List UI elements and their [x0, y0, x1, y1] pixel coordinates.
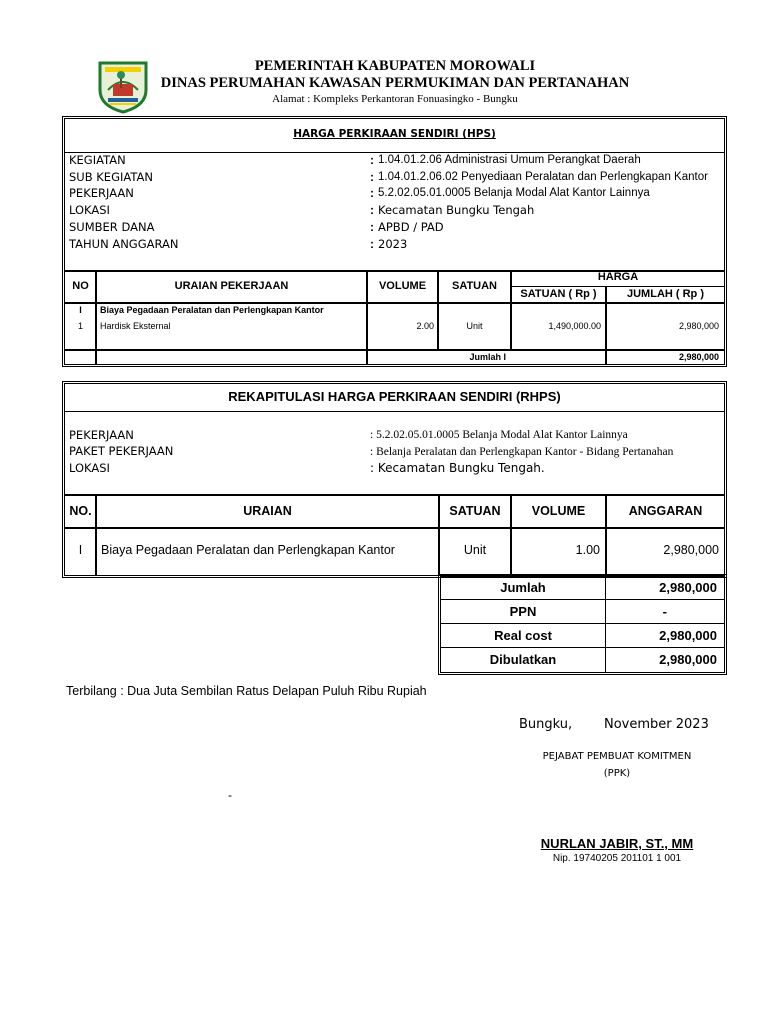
- rhps-row-uraian: Biaya Pegadaan Peralatan dan Perlengkapan Kantor: [101, 543, 395, 557]
- totals-label: Dibulatkan: [489, 652, 557, 667]
- hps-info-label: KEGIATAN: [69, 153, 126, 167]
- hps-info-sep: :: [370, 237, 374, 251]
- hps-col-harga-satuan: SATUAN ( Rp ): [520, 288, 597, 300]
- hps-col-volume: VOLUME: [378, 280, 427, 292]
- rhps-row-satuan: Unit: [463, 543, 487, 557]
- rhps-row-volume: 1.00: [575, 543, 600, 557]
- hps-info-label: SUB KEGIATAN: [69, 170, 153, 184]
- signatory-nip: Nip. 19740205 201101 1 001: [552, 853, 682, 864]
- row-no: 1: [77, 321, 83, 331]
- hps-info-sep: :: [370, 153, 374, 167]
- rhps-row-no: I: [78, 543, 83, 557]
- sign-role: PEJABAT PEMBUAT KOMITMEN: [542, 751, 692, 762]
- rhps-info-value: : 5.2.02.05.01.0005 Belanja Modal Alat Kantor Lainnya: [370, 429, 628, 441]
- totals-value: -: [662, 604, 667, 619]
- hps-info-value: 1.04.01.2.06.02 Penyediaan Peralatan dan Perlengkapan Kantor: [378, 171, 708, 183]
- hps-group-name: Biaya Pegadaan Peralatan dan Perlengkapan Kantor: [100, 305, 324, 315]
- rhps-info-value: : Kecamatan Bungku Tengah.: [370, 461, 545, 475]
- hps-subtotal-label: Jumlah I: [469, 352, 506, 362]
- sign-date: November 2023: [604, 717, 709, 732]
- agency-address: Alamat : Kompleks Perkantoran Fonuasingko - Bungku: [272, 93, 518, 105]
- amount-in-words: Terbilang : Dua Juta Sembilan Ratus Delapan Puluh Ribu Rupiah: [66, 684, 427, 698]
- row-total: 2,980,000: [678, 321, 719, 331]
- signatory-name: NURLAN JABIR, ST., MM: [540, 836, 694, 851]
- sign-place: Bungku,: [519, 717, 573, 732]
- hps-info-label: LOKASI: [69, 203, 110, 217]
- hps-info-sep: :: [370, 220, 374, 234]
- hps-col-no: NO: [72, 280, 89, 292]
- sign-role-abbr: (PPK): [603, 768, 631, 779]
- rhps-info-label: PEKERJAAN: [69, 428, 134, 442]
- hps-info-label: TAHUN ANGGARAN: [69, 237, 179, 251]
- rhps-col-volume: VOLUME: [531, 504, 586, 518]
- totals-value: 2,980,000: [659, 580, 717, 595]
- hps-info-label: PEKERJAAN: [69, 186, 134, 200]
- agency-name: DINAS PERUMAHAN KAWASAN PERMUKIMAN DAN PERTANAHAN: [160, 75, 630, 91]
- totals-label: Real cost: [494, 628, 552, 643]
- totals-label: Jumlah: [500, 580, 546, 595]
- rhps-title: REKAPITULASI HARGA PERKIRAAN SENDIRI (RHPS): [228, 389, 561, 404]
- hps-info-sep: :: [370, 186, 374, 200]
- rhps-row-anggaran: 2,980,000: [663, 543, 719, 557]
- rhps-info-value: : Belanja Peralatan dan Perlengkapan Kantor - Bidang Pertanahan: [370, 446, 674, 458]
- rhps-info-label: PAKET PEKERJAAN: [69, 444, 174, 458]
- hps-info-sep: :: [370, 203, 374, 217]
- hps-col-harga-jumlah: JUMLAH ( Rp ): [627, 288, 704, 300]
- hps-info-value: 2023: [378, 237, 408, 251]
- hps-info-value: 5.2.02.05.01.0005 Belanja Modal Alat Kantor Lainnya: [378, 187, 650, 199]
- rhps-col-no: NO.: [69, 504, 92, 518]
- hps-info-value: APBD / PAD: [378, 220, 444, 234]
- rhps-col-uraian: URAIAN: [243, 504, 292, 518]
- rhps-info-label: LOKASI: [69, 461, 110, 475]
- row-unit: Unit: [466, 321, 483, 331]
- hps-info-label: SUMBER DANA: [69, 220, 155, 234]
- row-volume: 2.00: [416, 321, 434, 331]
- rhps-col-anggaran: ANGGARAN: [628, 504, 703, 518]
- totals-value: 2,980,000: [659, 652, 717, 667]
- hps-info-sep: :: [370, 170, 374, 184]
- hps-col-uraian: URAIAN PEKERJAAN: [174, 280, 289, 292]
- dash-mark: -: [228, 788, 232, 802]
- row-price: 1,490,000.00: [548, 321, 601, 331]
- govt-name: PEMERINTAH KABUPATEN MOROWALI: [254, 58, 536, 74]
- hps-group-no: I: [79, 305, 82, 315]
- hps-title: HARGA PERKIRAAN SENDIRI (HPS): [293, 128, 496, 140]
- hps-col-harga: HARGA: [597, 271, 639, 283]
- hps-info-value: Kecamatan Bungku Tengah: [378, 203, 535, 217]
- hps-info-value: 1.04.01.2.06 Administrasi Umum Perangkat Daerah: [378, 154, 641, 166]
- totals-label: PPN: [509, 604, 537, 619]
- totals-value: 2,980,000: [659, 628, 717, 643]
- rhps-col-satuan: SATUAN: [449, 504, 501, 518]
- row-item: Hardisk Eksternal: [100, 321, 171, 331]
- hps-subtotal-value: 2,980,000: [678, 352, 719, 362]
- hps-col-satuan: SATUAN: [451, 280, 497, 292]
